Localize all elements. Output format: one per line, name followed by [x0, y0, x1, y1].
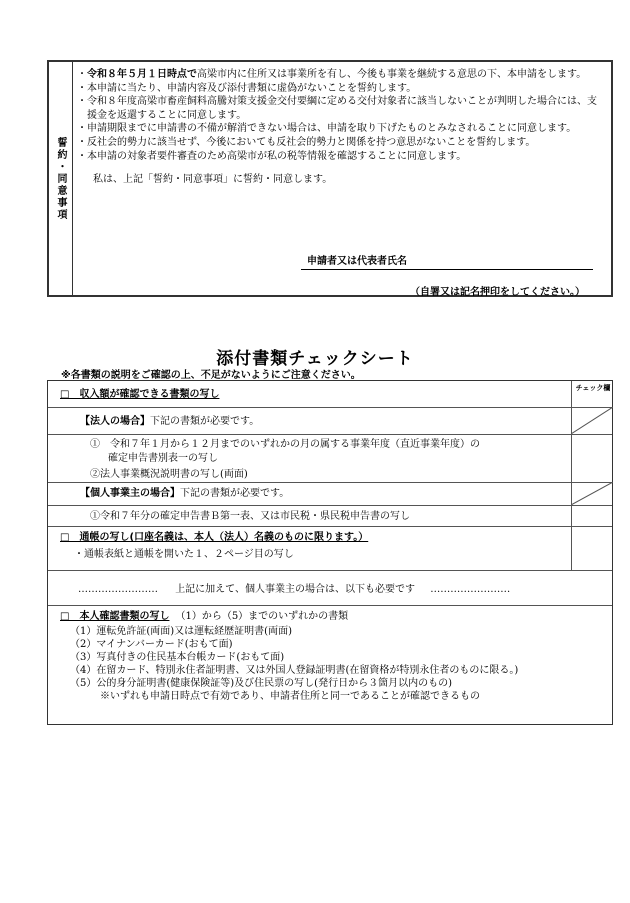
id-header-text: □ 本人確認書類の写し: [60, 611, 170, 622]
dots-right: ……………………: [430, 584, 511, 595]
pledge-item-text: 高梁市内に住所又は事業所を有し、今後も事業を継続する意思の下、本申請をします。: [197, 69, 587, 80]
row-divider: [48, 526, 612, 527]
pledge-item: ・令和８年度高梁市畜産飼料高騰対策支援金交付要綱に定める交付対象者に該当しないことが判明した場合には、支援金を返還することに同意します。: [77, 96, 597, 121]
corp-item-1a: ① 令和７年１月から１２月までのいずれかの月の属する事業年度（直近事業年度）の: [90, 439, 480, 450]
id-item: （2）マイナンバーカード(おもて面): [70, 639, 233, 650]
indiv-item: ①令和７年分の確定申告書Ｂ第一表、又は市民税・県民税申告書の写し: [90, 511, 410, 522]
sign-note: （自署又は記名押印をしてください。）: [410, 287, 585, 298]
corp-row: [80, 415, 259, 428]
id-item: （1）運転免許証(両面)又は運転経歴証明書(両面): [70, 626, 292, 637]
indiv-suffix: 下記の書類が必要です。: [180, 488, 290, 499]
check-column-header: チェック欄: [575, 384, 611, 392]
pledge-side-text: 誓約・同意事項: [55, 136, 66, 221]
pledge-item: ・本申請の対象者要件審査のため高梁市が私の税等情報を確認することに同意します。: [77, 150, 467, 162]
row-divider: [48, 407, 612, 408]
id-note: ※いずれも申請日時点で有効であり、申請者住所と同一であることが確認できるもの: [100, 691, 480, 702]
check-column-divider: [571, 526, 572, 570]
row-divider: [48, 505, 612, 506]
passbook-item: ・通帳表紙と通帳を開いた１、２ページ目の写し: [74, 549, 294, 560]
income-header-text: □ 収入額が確認できる書類の写し: [60, 389, 220, 400]
row-divider: [48, 605, 612, 606]
pledge-body: [77, 68, 605, 187]
passbook-header-text: □ 通帳の写し(口座名義は、本人（法人）名義のものに限ります。）: [60, 532, 369, 543]
corp-label: 【法人の場合】: [80, 416, 150, 427]
agreement-text: 私は、上記「誓約・同意事項」に誓約・同意します。: [93, 174, 333, 186]
pledge-side-label: [49, 62, 73, 295]
income-header: [60, 388, 219, 401]
indiv-row: [80, 487, 289, 500]
checklist-table: [47, 380, 613, 725]
check-slash: [571, 407, 613, 434]
row-divider: [48, 570, 612, 571]
pledge-item-text: 申請期限までに申請書の不備が解消できない場合は、申請を取り下げたものとみなされることに同意します。: [87, 123, 577, 135]
pledge-item: ・本申請に当たり、申請内容及び添付書類に虚偽がないことを誓約します。: [77, 82, 417, 94]
pledge-item-text: 令和８年度高梁市畜産飼料高騰対策支援金交付要綱に定める交付対象者に該当しないことが判明した場合には、支援金を返還することに同意します。: [87, 96, 597, 121]
applicant-name-field[interactable]: [301, 252, 593, 270]
indiv-label: 【個人事業主の場合】: [80, 488, 180, 499]
id-item: （4）在留カード、特別永住者証明書、又は外国人登録証明書(在留資格が特別永住者のものに限る。): [70, 665, 519, 676]
id-header-suffix: （1）から（5）までのいずれかの書類: [175, 611, 349, 622]
pledge-item-text: 本申請に当たり、申請内容及び添付書類に虚偽がないことを誓約します。: [87, 82, 417, 94]
pledge-item-text: 本申請の対象者要件審査のため高梁市が私の税等情報を確認することに同意します。: [87, 150, 467, 162]
row-divider: [48, 434, 612, 435]
corp-suffix: 下記の書類が必要です。: [150, 416, 260, 427]
pledge-item-text: 反社会的勢力に該当せず、今後においても反社会的勢力と関係を持つ意思がないことを誓約します。: [87, 136, 536, 148]
pledge-item: ・令和８年５月１日時点で高梁市内に住所又は事業所を有し、今後も事業を継続する意思の下、本申請をします。: [77, 69, 587, 80]
checklist-note: ※各書類の説明をご確認の上、不足がないようにご注意ください。: [61, 370, 361, 381]
pledge-box: [47, 60, 613, 297]
individual-extra-note: [78, 583, 578, 596]
id-item: （3）写真付きの住民基本台帳カード(おもて面): [70, 652, 285, 663]
id-item: （5）公的身分証明書(健康保険証等)及び住民票の写し(発行日から３箇月以内のもの): [70, 678, 452, 689]
id-header: [60, 610, 348, 623]
corp-item-2: ②法人事業概況説明書の写し(両面): [90, 469, 248, 480]
pledge-item: ・申請期限までに申請書の不備が解消できない場合は、申請を取り下げたものとみなされることに同意します。: [77, 123, 577, 135]
pledge-item: ・反社会的勢力に該当せず、今後においても反社会的勢力と関係を持つ意思がないことを誓約します。: [77, 136, 536, 148]
id-list: [70, 625, 575, 703]
row-divider: [48, 482, 612, 483]
check-slash: [571, 482, 613, 505]
dots-left: ……………………: [78, 584, 158, 595]
applicant-name-label: 申請者又は代表者氏名: [307, 256, 407, 267]
individual-note-text: 上記に加えて、個人事業主の場合は、以下も必要です: [175, 584, 415, 595]
passbook-header: [60, 531, 368, 544]
pledge-item-bold: 令和８年５月１日時点で: [87, 69, 197, 80]
corp-item-1b: 確定申告書別表一の写し: [108, 453, 218, 464]
checklist-title: 添付書類チェックシート: [216, 349, 414, 369]
